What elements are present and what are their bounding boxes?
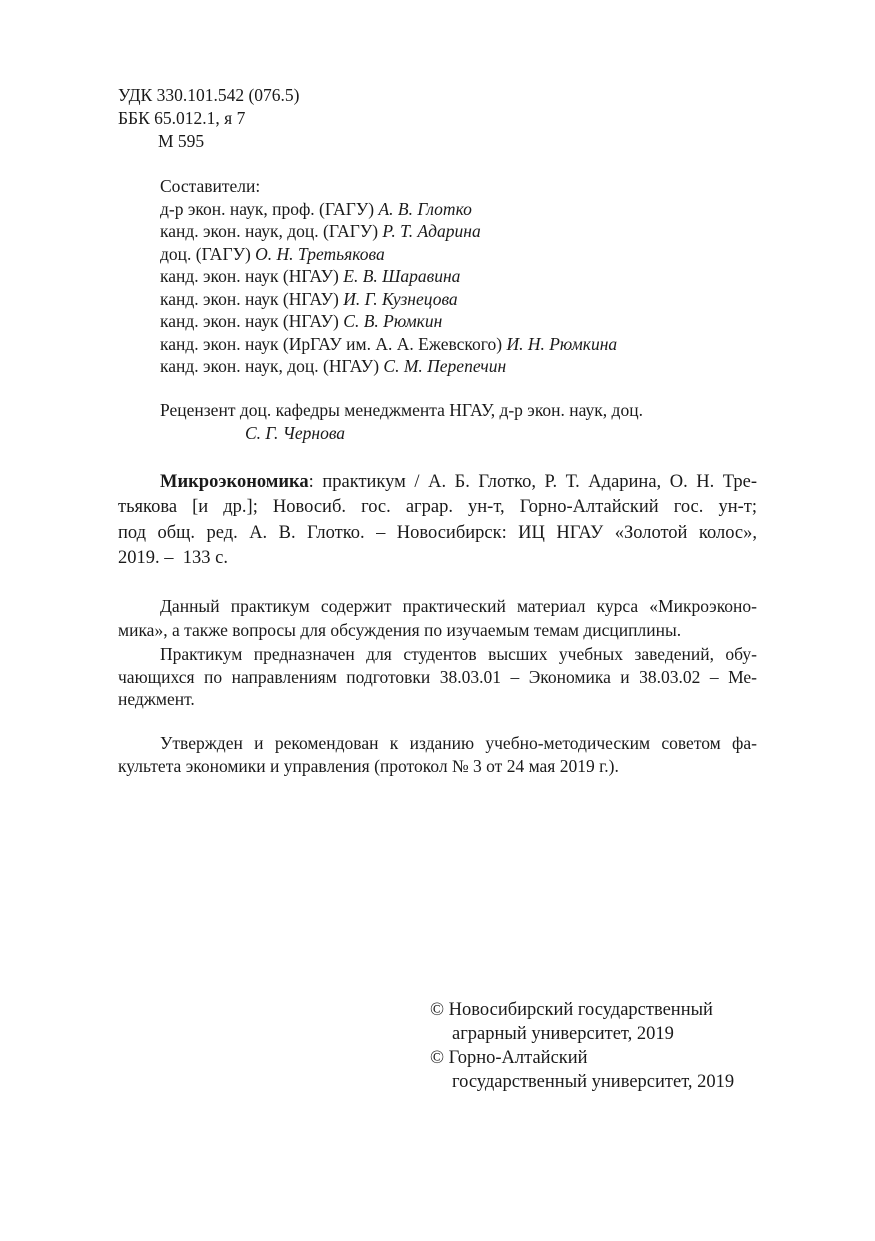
bib-line: под общ. ред. А. В. Глотко. – Новосибирск: ИЦ НГАУ «Золотой колос», <box>118 523 757 543</box>
copyright-line: © Горно-Алтайский <box>430 1048 588 1068</box>
reviewer-line: Рецензент доц. кафедры менеджмента НГАУ, д-р экон. наук, доц. <box>160 400 643 420</box>
approval-line: культета экономики и управления (протокол № 3 от 24 мая 2019 г.). <box>118 756 619 776</box>
compiler-name: А. В. Глотко <box>378 199 472 219</box>
compiler-item <box>160 334 617 354</box>
compiler-name: С. М. Перепечин <box>383 356 507 376</box>
compiler-name: О. Н. Третьякова <box>255 244 385 264</box>
compiler-item <box>160 199 472 219</box>
copyright-line: © Новосибирский государственный <box>430 1000 713 1020</box>
copyright-line: аграрный университет, 2019 <box>452 1024 674 1044</box>
bib-text: : практикум / А. Б. Глотко, Р. Т. Адарина, О. Н. Тре- <box>308 472 757 492</box>
reviewer-name: С. Г. Чернова <box>245 423 346 443</box>
bib-line: тьякова [и др.]; Новосиб. гос. аграр. ун-т, Горно-Алтайский гос. ун-т; <box>118 497 757 517</box>
book-title: Микроэкономика <box>160 472 309 492</box>
author-mark: М 595 <box>158 131 205 151</box>
compiler-title: канд. экон. наук, доц. (НГАУ) <box>160 356 380 376</box>
compiler-item <box>160 289 458 309</box>
annotation-line: Данный практикум содержит практический материал курса «Микроэконо- <box>160 596 757 616</box>
compiler-item <box>160 244 385 264</box>
annotation-line: Практикум предназначен для студентов высших учебных заведений, обу- <box>160 644 757 664</box>
compiler-title: доц. (ГАГУ) <box>160 244 251 264</box>
compiler-item <box>160 311 442 331</box>
copyright-line: государственный университет, 2019 <box>452 1072 735 1092</box>
compiler-item <box>160 221 481 241</box>
compiler-title: канд. экон. наук (ИрГАУ им. А. А. Ежевского) <box>160 334 503 354</box>
annotation-line: неджмент. <box>118 689 195 709</box>
bbk: ББК 65.012.1, я 7 <box>118 108 246 128</box>
annotation-line: чающихся по направлениям подготовки 38.03.01 – Экономика и 38.03.02 – Ме- <box>118 667 757 687</box>
annotation-line: мика», а также вопросы для обсуждения по изучаемым темам дисциплины. <box>118 620 682 640</box>
approval-line: Утвержден и рекомендован к изданию учебно-методическим советом фа- <box>160 733 757 753</box>
bib-line <box>160 472 757 492</box>
compiler-name: Е. В. Шаравина <box>343 266 461 286</box>
compiler-title: канд. экон. наук, доц. (ГАГУ) <box>160 221 379 241</box>
compiler-name: И. Н. Рюмкина <box>506 334 618 354</box>
compiler-title: канд. экон. наук (НГАУ) <box>160 311 339 331</box>
compiler-name: С. В. Рюмкин <box>343 311 443 331</box>
compiler-title: канд. экон. наук (НГАУ) <box>160 266 339 286</box>
compiler-title: канд. экон. наук (НГАУ) <box>160 289 339 309</box>
compiler-title: д-р экон. наук, проф. (ГАГУ) <box>160 199 375 219</box>
compilers-heading: Составители: <box>160 176 261 196</box>
compiler-name: Р. Т. Адарина <box>382 221 481 241</box>
compiler-item <box>160 266 460 286</box>
compiler-item <box>160 356 506 376</box>
bib-line: 2019. – 133 с. <box>118 548 228 568</box>
compiler-name: И. Г. Кузнецова <box>343 289 458 309</box>
udk: УДК 330.101.542 (076.5) <box>118 85 300 105</box>
